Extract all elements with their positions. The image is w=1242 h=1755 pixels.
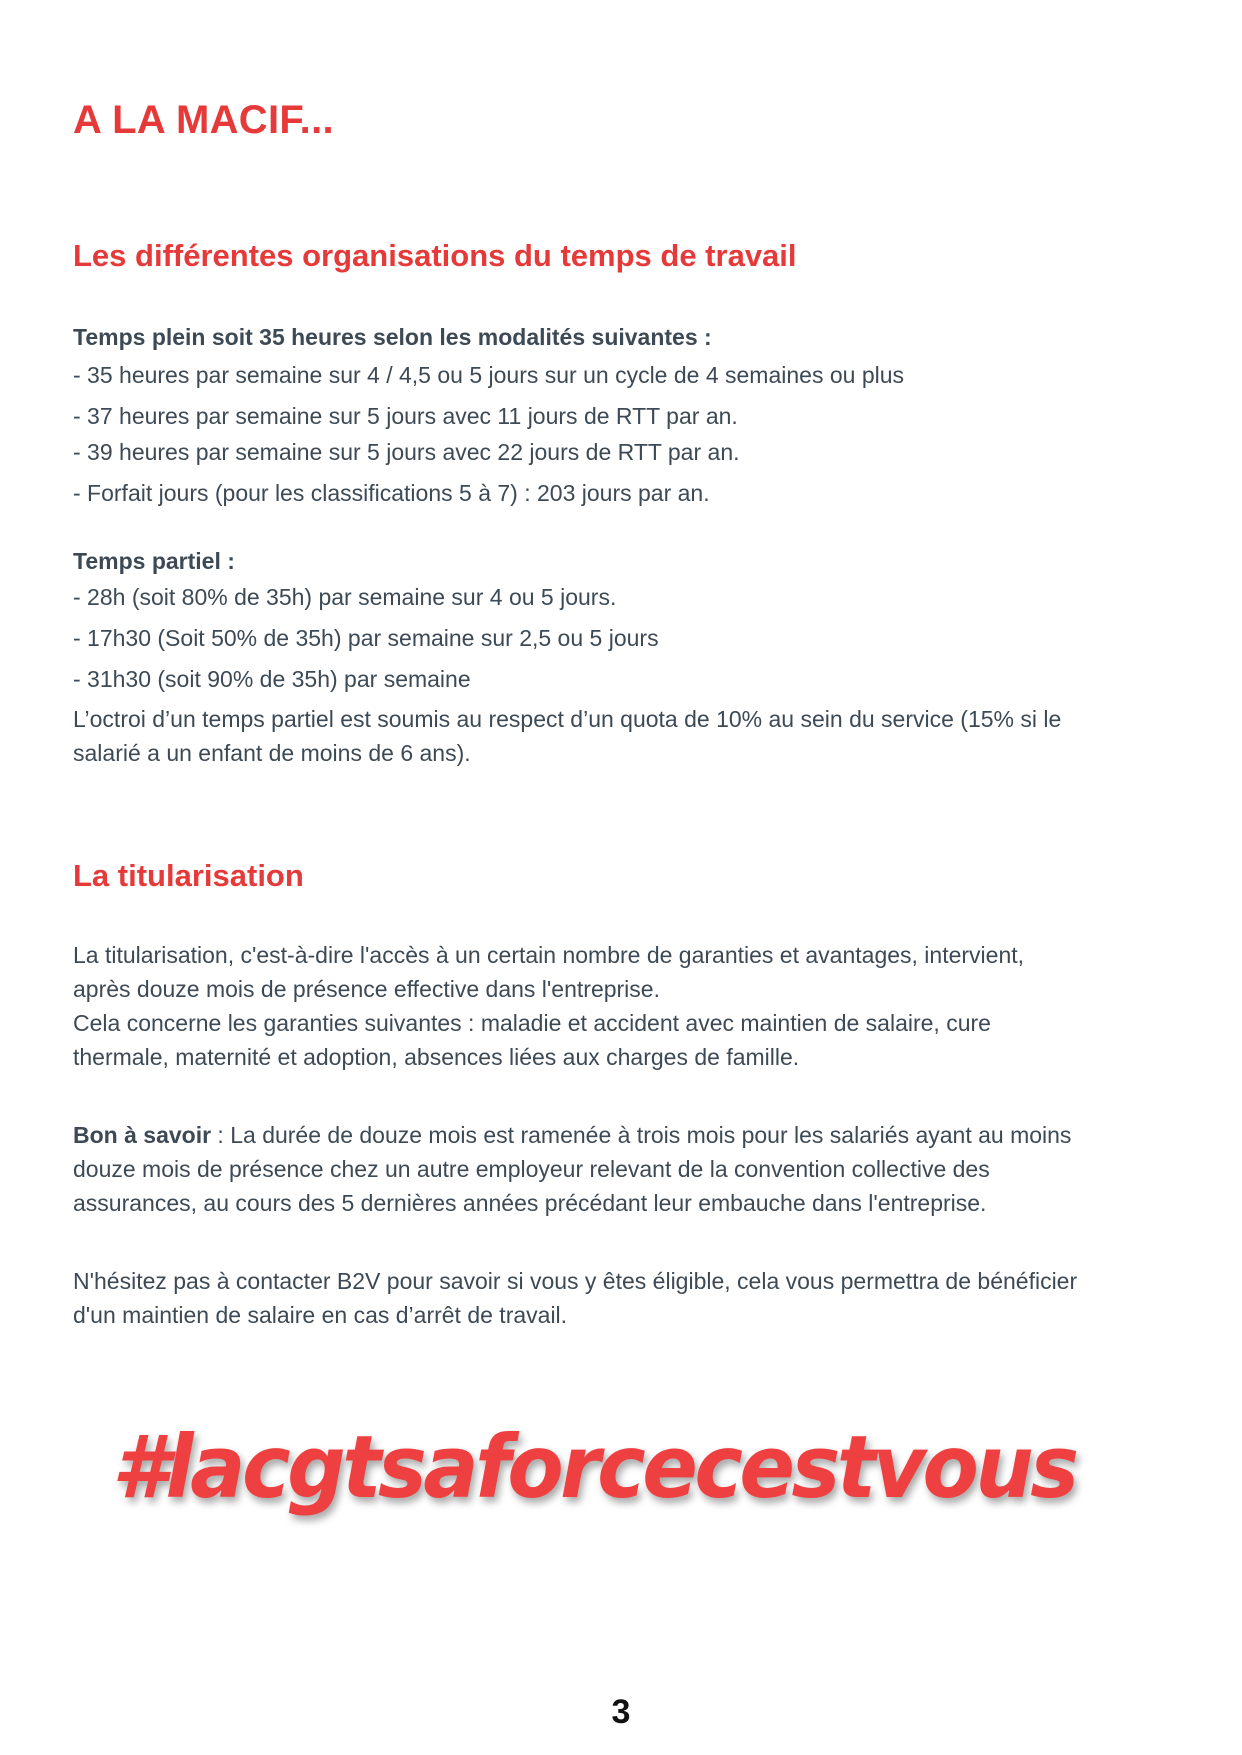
paragraph-line: après douze mois de présence effective dans l'entreprise. — [73, 976, 660, 1002]
part-time-item: - 31h30 (soit 90% de 35h) par semaine — [73, 666, 471, 692]
good-to-know-text: : La durée de douze mois est ramenée à trois mois pour les salariés ayant au moins — [211, 1122, 1072, 1148]
part-time-note-line: L’octroi d’un temps partiel est soumis au respect d’un quota de 10% au sein du service (15% si le — [73, 706, 1062, 732]
page-number: 3 — [611, 1693, 631, 1731]
paragraph-line — [73, 1118, 1071, 1152]
paragraph-line: douze mois de présence chez un autre employeur relevant de la convention collective des — [73, 1156, 990, 1182]
part-time-heading: Temps partiel : — [73, 548, 235, 574]
part-time-item: - 17h30 (Soit 50% de 35h) par semaine sur 2,5 ou 5 jours — [73, 625, 659, 651]
part-time-note-line: salarié a un enfant de moins de 6 ans). — [73, 740, 471, 766]
full-time-item: - 37 heures par semaine sur 5 jours avec 11 jours de RTT par an. — [73, 403, 738, 429]
part-time-item: - 28h (soit 80% de 35h) par semaine sur 4 ou 5 jours. — [73, 584, 617, 610]
paragraph-line: d'un maintien de salaire en cas d’arrêt de travail. — [73, 1302, 568, 1328]
good-to-know-paragraph — [73, 1118, 1071, 1220]
tenure-paragraph — [73, 938, 1024, 1074]
full-time-item: - 35 heures par semaine sur 4 / 4,5 ou 5 jours sur un cycle de 4 semaines ou plus — [73, 362, 905, 388]
paragraph-line: La titularisation, c'est-à-dire l'accès à un certain nombre de garanties et avantages, intervient, — [73, 942, 1025, 968]
full-time-heading: Temps plein soit 35 heures selon les modalités suivantes : — [73, 324, 712, 350]
campaign-hashtag: #lacgtsaforcecestvous — [112, 1418, 1076, 1518]
paragraph-line: thermale, maternité et adoption, absences liées aux charges de famille. — [73, 1044, 800, 1070]
good-to-know-label: Bon à savoir — [73, 1122, 212, 1148]
paragraph-line: assurances, au cours des 5 dernières années précédant leur embauche dans l'entreprise. — [73, 1190, 987, 1216]
contact-paragraph — [73, 1264, 1077, 1332]
paragraph-line: N'hésitez pas à contacter B2V pour savoir si vous y êtes éligible, cela vous permettra de bénéficier — [73, 1268, 1078, 1294]
page-title: A LA MACIF... — [73, 98, 334, 142]
full-time-item: - Forfait jours (pour les classifications 5 à 7) : 203 jours par an. — [73, 480, 710, 506]
section-title-tenure: La titularisation — [73, 858, 304, 893]
full-time-item: - 39 heures par semaine sur 5 jours avec 22 jours de RTT par an. — [73, 439, 740, 465]
paragraph-line: Cela concerne les garanties suivantes : maladie et accident avec maintien de salaire, cure — [73, 1010, 991, 1036]
section-title-work-time: Les différentes organisations du temps de travail — [73, 238, 797, 273]
